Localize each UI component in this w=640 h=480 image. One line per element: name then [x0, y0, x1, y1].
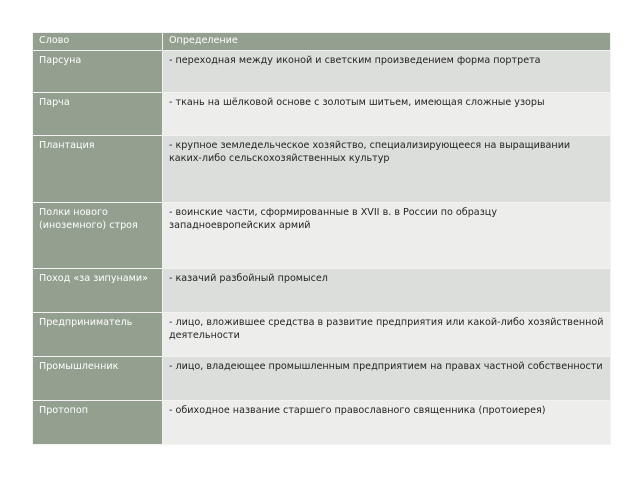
- term-cell: Предприниматель: [33, 312, 163, 356]
- definition-cell: - воинские части, сформированные в XVII в. в России по образцу западноевропейских армий: [163, 202, 611, 268]
- definition-cell: - лицо, вложившее средства в развитие предприятия или какой-либо хозяйственной деятельности: [163, 312, 611, 356]
- term-cell: Парча: [33, 92, 163, 135]
- table-header-row: [33, 33, 611, 51]
- term-cell: Поход «за зипунами»: [33, 268, 163, 312]
- definition-cell: - переходная между иконой и светским произведением форма портрета: [163, 50, 611, 92]
- definition-cell: - крупное земледельческое хозяйство, специализирующееся на выращивании каких-либо сельскохозяйственных культур: [163, 135, 611, 202]
- definition-cell: - ткань на шёлковой основе с золотым шитьем, имеющая сложные узоры: [163, 92, 611, 135]
- term-cell: Плантация: [33, 135, 163, 202]
- header-definition: Определение: [163, 33, 611, 51]
- term-cell: Полки нового (иноземного) строя: [33, 202, 163, 268]
- table-row: [33, 356, 611, 400]
- glossary-table: [32, 32, 611, 445]
- header-word: Слово: [33, 33, 163, 51]
- table-row: [33, 50, 611, 92]
- table-row: [33, 135, 611, 202]
- table-row: [33, 268, 611, 312]
- table-row: [33, 202, 611, 268]
- term-cell: Протопоп: [33, 400, 163, 444]
- term-cell: Промышленник: [33, 356, 163, 400]
- table-row: [33, 312, 611, 356]
- definition-cell: - обиходное название старшего православного священника (протоиерея): [163, 400, 611, 444]
- definition-cell: - казачий разбойный промысел: [163, 268, 611, 312]
- definition-cell: - лицо, владеющее промышленным предприятием на правах частной собственности: [163, 356, 611, 400]
- table-row: [33, 92, 611, 135]
- term-cell: Парсуна: [33, 50, 163, 92]
- table-row: [33, 400, 611, 444]
